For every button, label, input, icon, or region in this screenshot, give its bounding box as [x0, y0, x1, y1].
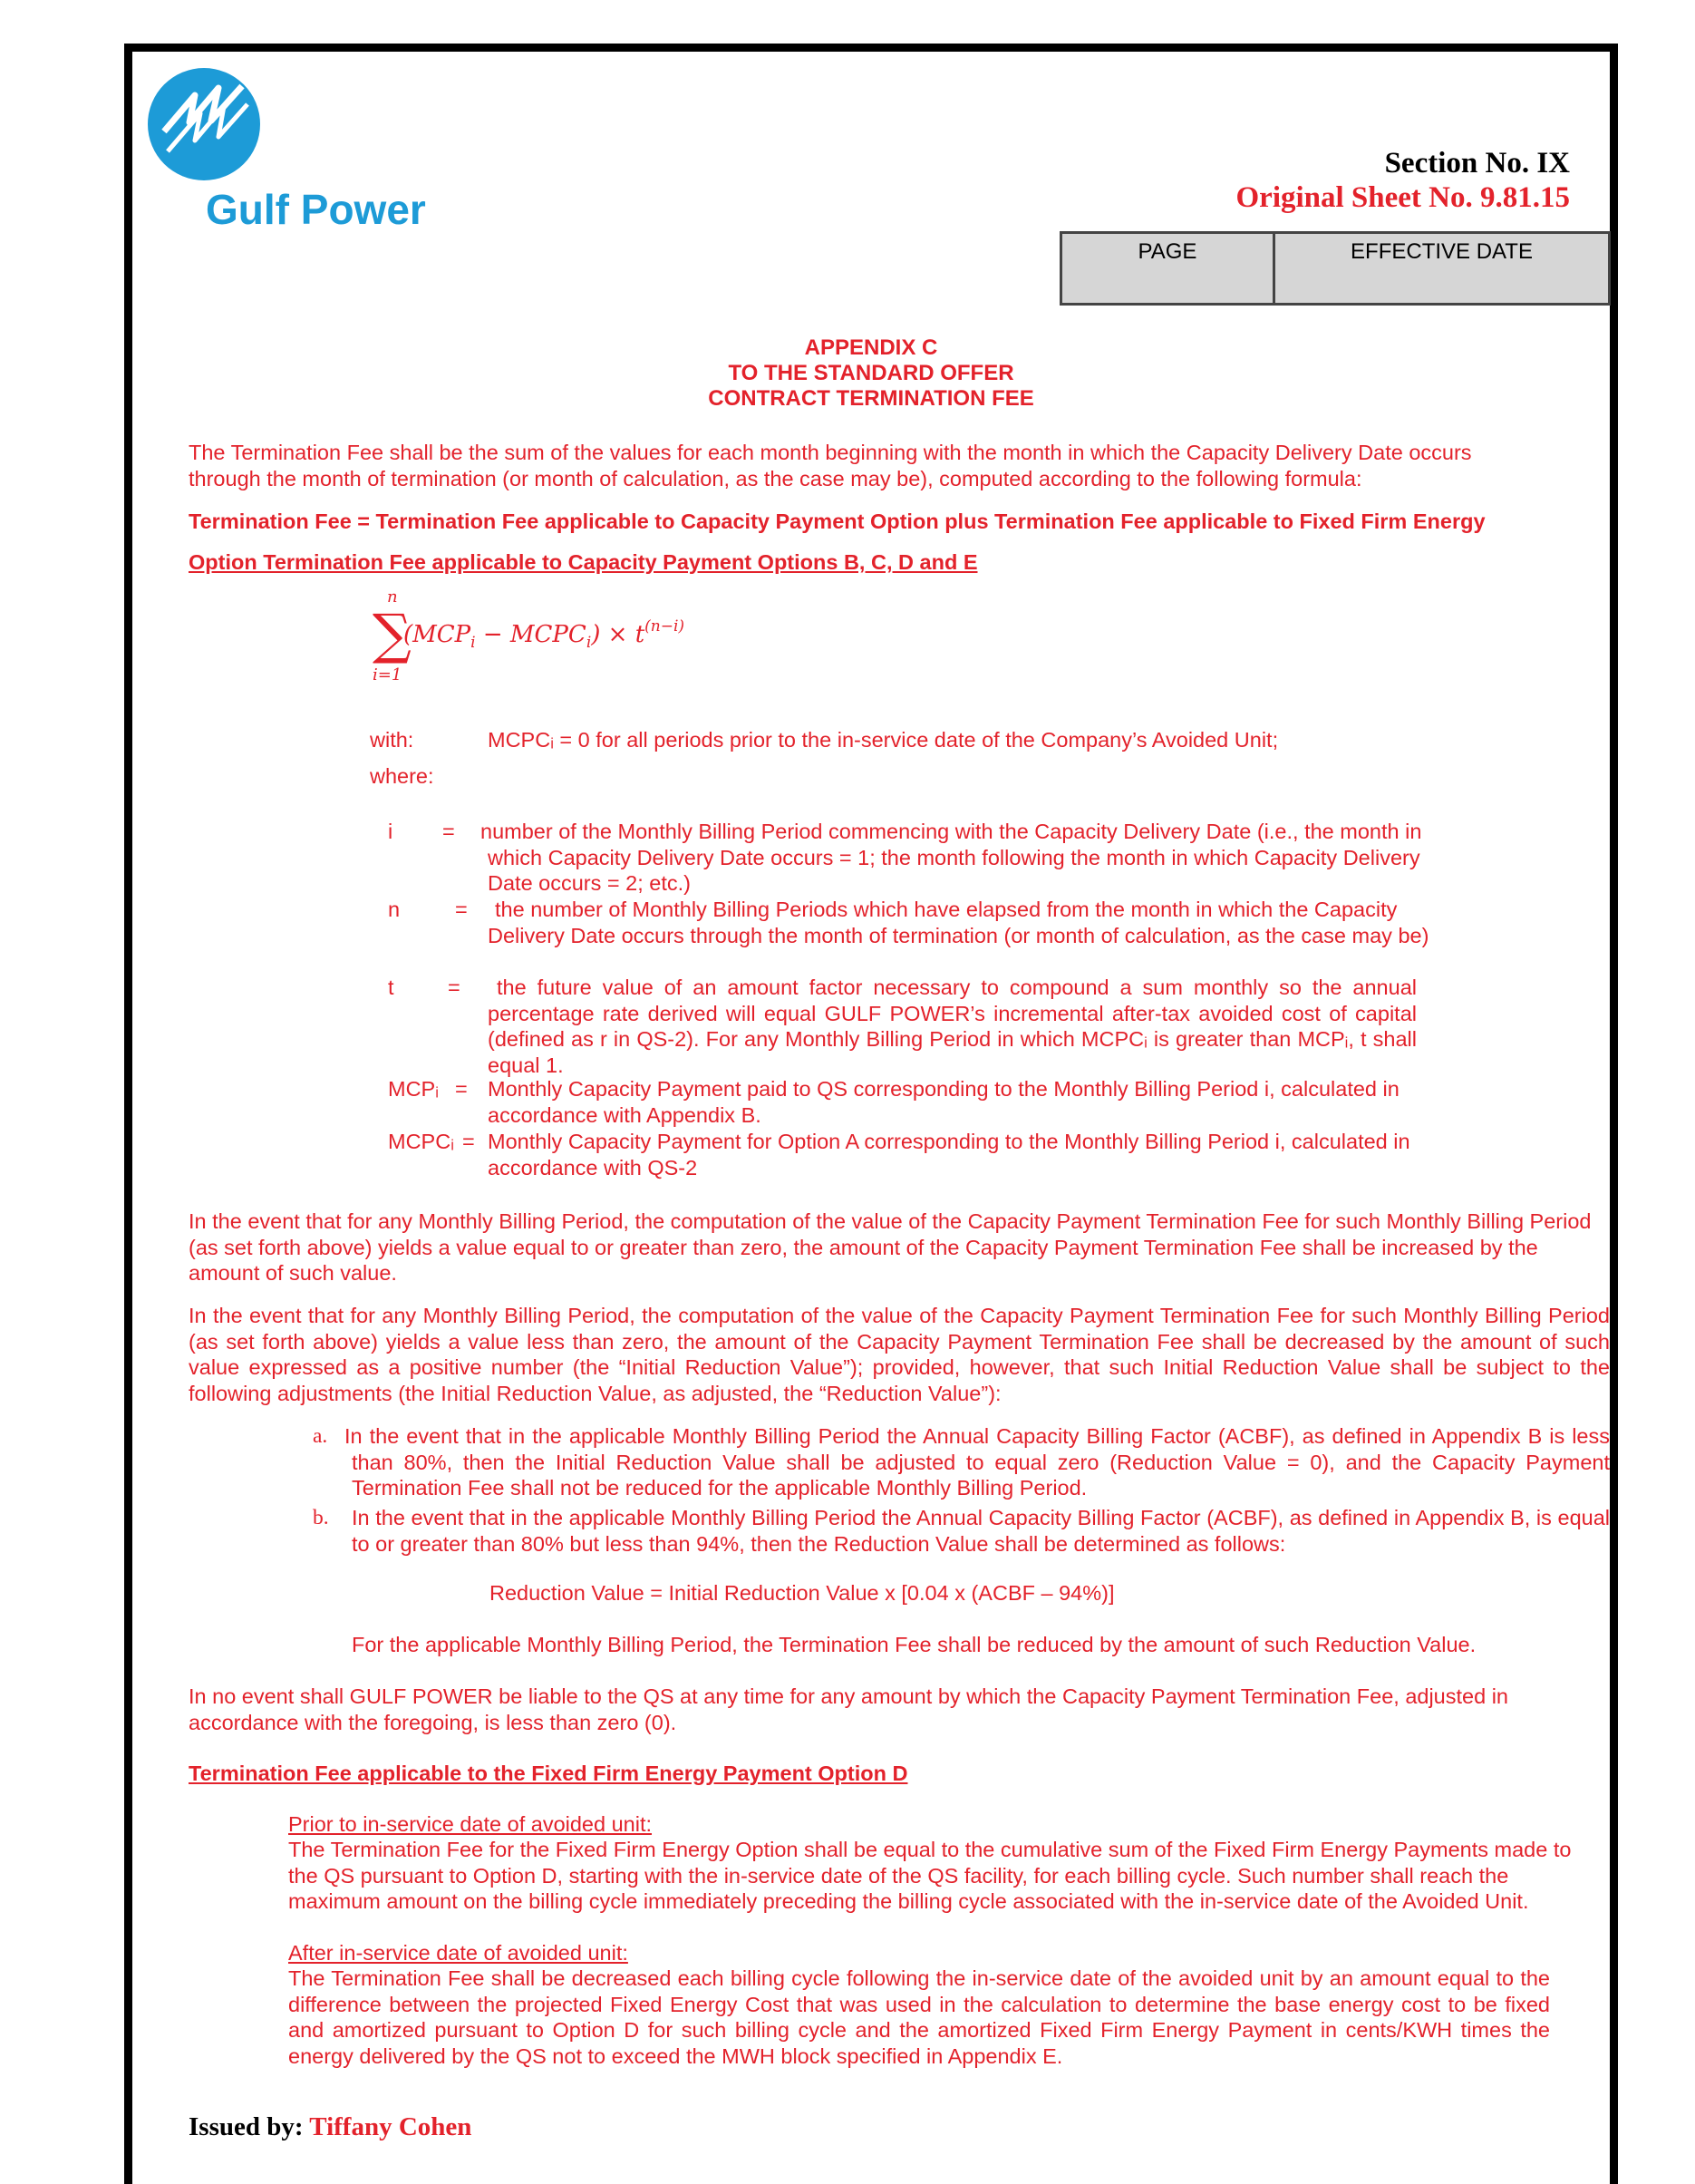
definition-symbol: n: [388, 898, 401, 921]
definition-symbol: MCPCᵢ: [388, 1130, 454, 1153]
gulf-power-logo: [148, 68, 528, 231]
summation-formula-icon: [367, 582, 730, 691]
list-item-a: [313, 1423, 1610, 1501]
prior-text: The Termination Fee for the Fixed Firm Energy Option shall be equal to the cumulative sum of the Fixed Firm Energy Payments made to the QS pursuant to Option D, starting with the in-service date of the QS facility, for each billing cycle. Such number shall reach the maximum amount on the billing cycle immediately preceding the billing cycle associated with the in-service date of the Avoided Unit.: [288, 1838, 1572, 1913]
after-text: The Termination Fee shall be decreased each billing cycle following the in-service date of the avoided unit by an amount equal to the difference between the projected Fixed Energy Cost that was used in the calculation to determine the base energy cost to be fixed and amortized pursuant to Option D for such billing cycle and the amortized Fixed Firm Energy Payment in cents/KWH times the energy delivered by the QS not to exceed the MWH block specified in Appendix E.: [288, 1966, 1550, 2068]
definition-text: Monthly Capacity Payment for Option A corresponding to the Monthly Billing Period i, calculated in accordance with QS-2: [488, 1130, 1410, 1179]
title-line-1: APPENDIX C: [804, 335, 938, 360]
definition-equals: =: [455, 1077, 468, 1101]
section-number: Section No. IX: [1384, 147, 1570, 180]
where-label: where:: [370, 764, 434, 788]
termination-formula: [367, 582, 730, 691]
reduction-note: For the applicable Monthly Billing Period, the Termination Fee shall be reduced by the amount of such Reduction Value.: [352, 1633, 1477, 1656]
title-line-3: CONTRACT TERMINATION FEE: [708, 386, 1034, 411]
brand-name: Gulf Power: [206, 186, 426, 231]
with-label: with:: [370, 728, 414, 752]
increase-paragraph: In the event that for any Monthly Billing Period, the computation of the value of the Capacity Payment Termination Fee for such Monthly Billing Period (as set forth above) yields a value equal to or greater than zero, the amount of the Capacity Payment Termination Fee shall be increased by the amount of such value.: [189, 1209, 1592, 1285]
formula-main: Termination Fee = Termination Fee applicable to Capacity Payment Option plus Termination Fee applicable to Fixed Firm Energy: [189, 510, 1486, 533]
reduction-formula: Reduction Value = Initial Reduction Value x [0.04 x (ACBF – 94%)]: [489, 1581, 1115, 1605]
svg-text:(MCPi − MCPCi) × t(n−i): ($MCP_i$ − $MCPC_i) \times t^{(n-i)}$: [403, 617, 685, 652]
definition-mcpc: [0, 1129, 1541, 1183]
definition-equals: =: [448, 976, 460, 999]
definition-text: the future value of an amount factor necessary to compound a sum monthly so the annual percentage rate derived will equal GULF POWER’s incremental after-tax avoided cost of capital (defined as r in QS-2). For any Monthly Billing Period in which MCPCᵢ is greater than MCPᵢ, t shall equal 1.: [488, 976, 1417, 1077]
definition-symbol: MCPᵢ: [388, 1077, 439, 1101]
definition-equals: =: [442, 820, 455, 843]
option-d-heading: Termination Fee applicable to the Fixed Firm Energy Payment Option D: [189, 1762, 908, 1785]
issued-label: Issued by:: [189, 2112, 304, 2141]
definition-n: [0, 897, 1541, 978]
no-event-paragraph: In no event shall GULF POWER be liable to the QS at any time for any amount by which the Capacity Payment Termination Fee, adjusted in accordance with the foregoing, is less than zero (0).: [189, 1684, 1508, 1734]
option-heading: Option Termination Fee applicable to Capacity Payment Options B, C, D and E: [189, 550, 978, 574]
after-heading: After in-service date of avoided unit:: [288, 1941, 628, 1965]
list-item-b: [313, 1505, 1610, 1557]
issued-name: Tiffany Cohen: [309, 2112, 472, 2141]
page-effective-table: [1060, 231, 1611, 306]
definition-symbol: t: [388, 976, 394, 999]
svg-text:∑: ∑: [373, 603, 412, 666]
definition-equals: =: [462, 1130, 475, 1153]
list-text: In the event that in the applicable Monthly Billing Period the Annual Capacity Billing Factor (ACBF), as defined in Appendix B is less than 80%, then the Initial Reduction Value shall be adjusted to equal zero (Reduction Value = 0), and the Capacity Payment Termination Fee shall not be reduced for the applicable Monthly Billing Period.: [344, 1424, 1610, 1500]
svg-text:n: n: [387, 587, 398, 607]
effective-date-column-header: EFFECTIVE DATE: [1351, 239, 1533, 264]
with-text: MCPCᵢ = 0 for all periods prior to the in-service date of the Company’s Avoided Unit;: [488, 728, 1279, 752]
prior-heading: Prior to in-service date of avoided unit:: [288, 1812, 653, 1836]
definition-t: [0, 975, 1541, 1082]
definition-text: Monthly Capacity Payment paid to QS corresponding to the Monthly Billing Period i, calculated in accordance with Appendix B.: [488, 1077, 1400, 1127]
page-column-header: PAGE: [1062, 234, 1275, 303]
title-line-2: TO THE STANDARD OFFER: [728, 361, 1014, 385]
definition-text: the number of Monthly Billing Periods which have elapsed from the month in which the Capacity Delivery Date occurs through the month of termination (or month of calculation, as the case may be): [488, 898, 1429, 947]
list-text: In the event that in the applicable Monthly Billing Period the Annual Capacity Billing Factor (ACBF), as defined in Appendix B, is equal to or greater than 80% but less than 94%, then the Reduction Value shall be determined as follows:: [352, 1506, 1610, 1556]
definition-mcp: [0, 1076, 1541, 1131]
intro-paragraph: The Termination Fee shall be the sum of the values for each month beginning with the month in which the Capacity Delivery Date occurs through the month of termination (or month of calculation, as the case may be), computed according to the following formula:: [189, 441, 1472, 490]
issued-by: [189, 2112, 471, 2142]
list-marker: b.: [313, 1506, 329, 1529]
gulf-power-logo-icon: [148, 68, 528, 231]
decrease-paragraph: In the event that for any Monthly Billing Period, the computation of the value of the Capacity Payment Termination Fee for such Monthly Billing Period (as set forth above) yields a value less than zero, the amount of the Capacity Payment Termination Fee shall be decreased by the amount of such value expressed as a positive number (the “Initial Reduction Value”); provided, however, that such Initial Reduction Value shall be subject to the following adjustments (the Initial Reduction Value, as adjusted, the “Reduction Value”):: [189, 1304, 1610, 1405]
definition-i: [0, 819, 1541, 900]
svg-text:i=1: i=1: [373, 665, 402, 684]
definition-equals: =: [455, 898, 468, 921]
sheet-number: Original Sheet No. 9.81.15: [1235, 181, 1570, 214]
definition-symbol: i: [388, 820, 393, 843]
definition-text: number of the Monthly Billing Period commencing with the Capacity Delivery Date (i.e., the month in which Capacity Delivery Date occurs = 1; the month following the month in which Capacity Delivery Date occurs = 2; etc.): [480, 820, 1422, 895]
list-marker: a.: [313, 1424, 328, 1448]
